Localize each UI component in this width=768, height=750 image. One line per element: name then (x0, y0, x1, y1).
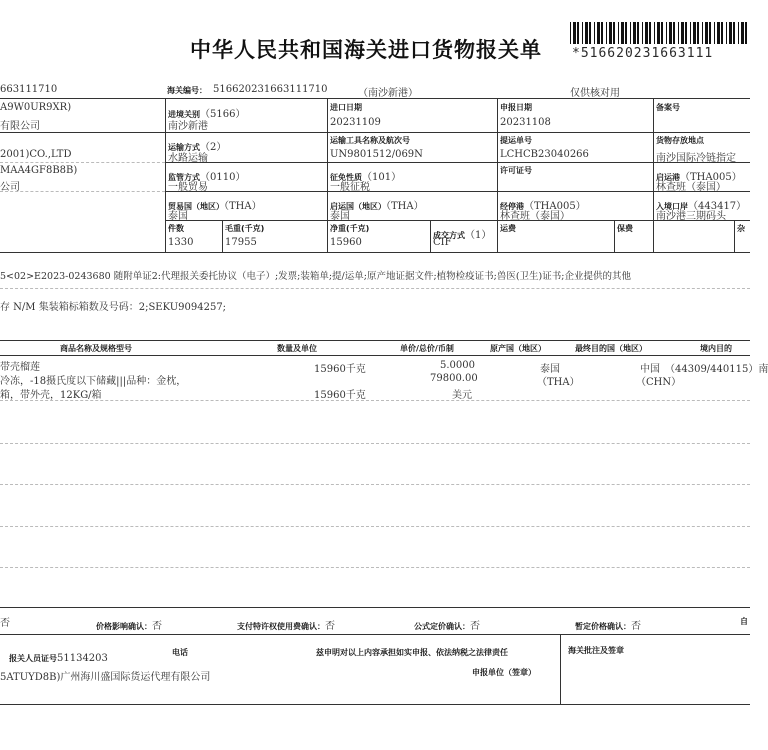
vessel-label: 运输工具名称及航次号 (330, 136, 410, 145)
entry-port-field: 入境口岸（443417） (656, 201, 747, 212)
trade-country-field: 贸易国（地区）（THA） (168, 201, 262, 212)
provisional-price-confirm: 暂定价格确认：否 (575, 621, 641, 632)
formula-price-confirm: 公式定价确认：否 (414, 621, 480, 632)
consumer-code: MAA4GF8B8B) (0, 165, 78, 176)
packages-value: 1330 (168, 237, 194, 248)
declare-date-value: 20231108 (500, 117, 551, 128)
declarant-field: 报关人员证号51134203 (9, 653, 108, 664)
preentry-no: 663111710 (0, 84, 58, 95)
goods-qty1: 15960千克 (314, 364, 366, 375)
goods-origin: 泰国 (540, 364, 560, 375)
royalty-confirm: 支付特许权使用费确认：否 (237, 621, 335, 632)
net-weight-value: 15960 (330, 237, 362, 248)
gross-weight-value: 17955 (225, 237, 257, 248)
goods-qty2: 15960千克 (314, 390, 366, 401)
insurance-label: 保费 (617, 224, 633, 233)
stop-port-value: 林查班（泰国） (500, 211, 570, 222)
goods-unit-price: 5.0000 (440, 360, 475, 371)
consignee-name: 有限公司 (0, 121, 40, 132)
terms-field: 成交方式（1） (433, 230, 492, 241)
levy-field: 征免性质（101） (330, 172, 402, 183)
goods-currency: 美元 (452, 390, 472, 401)
supervision-value: 一般贸易 (168, 182, 208, 193)
goods-name-line3: 箱，带外壳，12KG/箱 (0, 390, 102, 401)
barcode-text: *516620231663111 (572, 46, 714, 61)
net-weight-label: 净重(千克) (330, 224, 370, 233)
consignor-name: 2001)CO.,LTD (0, 149, 72, 160)
filing-no-label: 备案号 (656, 103, 680, 112)
phone-label: 电话 (172, 648, 188, 657)
customs-no-label: 海关编号： (167, 86, 207, 95)
import-date-value: 20231109 (330, 117, 381, 128)
goods-origin-code: （THA） (537, 377, 580, 388)
document-title: 中华人民共和国海关进口货物报关单 (190, 38, 542, 62)
origin-country-field: 启运国（地区）（THA） (330, 201, 424, 212)
goods-total-price: 79800.00 (430, 373, 478, 384)
stop-port-field: 经停港（THA005） (500, 201, 586, 212)
goods-col-price: 单价/总价/币制 (400, 344, 454, 353)
customs-no: 516620231663111710 (213, 84, 328, 95)
goods-domestic: （44309/440115）南 (665, 364, 768, 375)
transport-field: 运输方式（2） (168, 142, 227, 153)
consignee-code: A9W0UR9XR) (0, 102, 72, 113)
bl-value: LCHCB23040266 (500, 149, 589, 160)
goods-dest-code: （CHN） (636, 377, 682, 388)
goods-col-origin: 原产国（地区） (490, 344, 546, 353)
goods-col-dest: 最终目的国（地区） (575, 344, 647, 353)
self-report-label: 自 (740, 617, 748, 626)
customs-seal-label: 海关批注及签章 (568, 646, 624, 655)
freight-label: 运费 (500, 224, 516, 233)
for-check-note: 仅供核对用 (570, 88, 620, 99)
terms-value: CIF (433, 237, 452, 248)
entry-port-value: 南沙港三期码头 (656, 211, 726, 222)
vessel-value: UN9801512/069N (330, 149, 423, 160)
declare-date-label: 申报日期 (500, 103, 532, 112)
goods-name-line1: 带壳榴莲 (0, 362, 40, 373)
marks-and-containers: 存 N/M 集装箱标箱数及号码：2;SEKU9094257; (0, 302, 227, 313)
storage-value: 南沙国际冷链指定 (656, 153, 736, 164)
entry-customs-field: 进境关别（5166） (168, 109, 246, 120)
attached-docs: 5<02>E2023-0243680 随附单证2:代理报关委托协议（电子）;发票;装箱单;提/运单;原产地证据文件;植物检疫证书;兽医(卫生)证书;企业提供的其他 (0, 271, 631, 282)
goods-col-qty: 数量及单位 (277, 344, 317, 353)
price-impact-confirm: 价格影响确认：否 (96, 621, 162, 632)
entry-customs-value: 南沙新港 (168, 121, 208, 132)
consumer-name: 公司 (0, 182, 20, 193)
trade-country-value: 泰国 (168, 211, 188, 222)
goods-name-line2: 冷冻，-18摄氏度以下储藏|||品种：金枕， (0, 376, 187, 387)
departure-port-value: 林查班（泰国） (656, 182, 726, 193)
gross-weight-label: 毛重(千克) (225, 224, 265, 233)
departure-port-field: 启运港（THA005） (656, 172, 742, 183)
transport-value: 水路运输 (168, 153, 208, 164)
declaration-statement: 兹申明对以上内容承担如实申报、依法纳税之法律责任 (316, 648, 508, 657)
misc-label: 杂 (737, 224, 745, 233)
special-relation-value: 否 (0, 618, 10, 629)
origin-country-value: 泰国 (330, 211, 350, 222)
goods-col-domestic: 境内目的 (700, 344, 732, 353)
barcode (570, 22, 750, 44)
bl-label: 提运单号 (500, 136, 532, 145)
levy-value: 一般征税 (330, 182, 370, 193)
goods-dest: 中国 (640, 364, 660, 375)
port-note: （南沙新港） (358, 88, 418, 99)
supervision-field: 监管方式（0110） (168, 172, 246, 183)
agent-name: 5ATUYD8B)广州海川盛国际货运代理有限公司 (0, 672, 211, 683)
goods-col-name: 商品名称及规格型号 (60, 344, 132, 353)
packages-label: 件数 (168, 224, 184, 233)
storage-label: 货物存放地点 (656, 136, 704, 145)
unit-seal-label: 申报单位（签章） (472, 668, 536, 677)
license-label: 许可证号 (500, 166, 532, 175)
import-date-label: 进口日期 (330, 103, 362, 112)
